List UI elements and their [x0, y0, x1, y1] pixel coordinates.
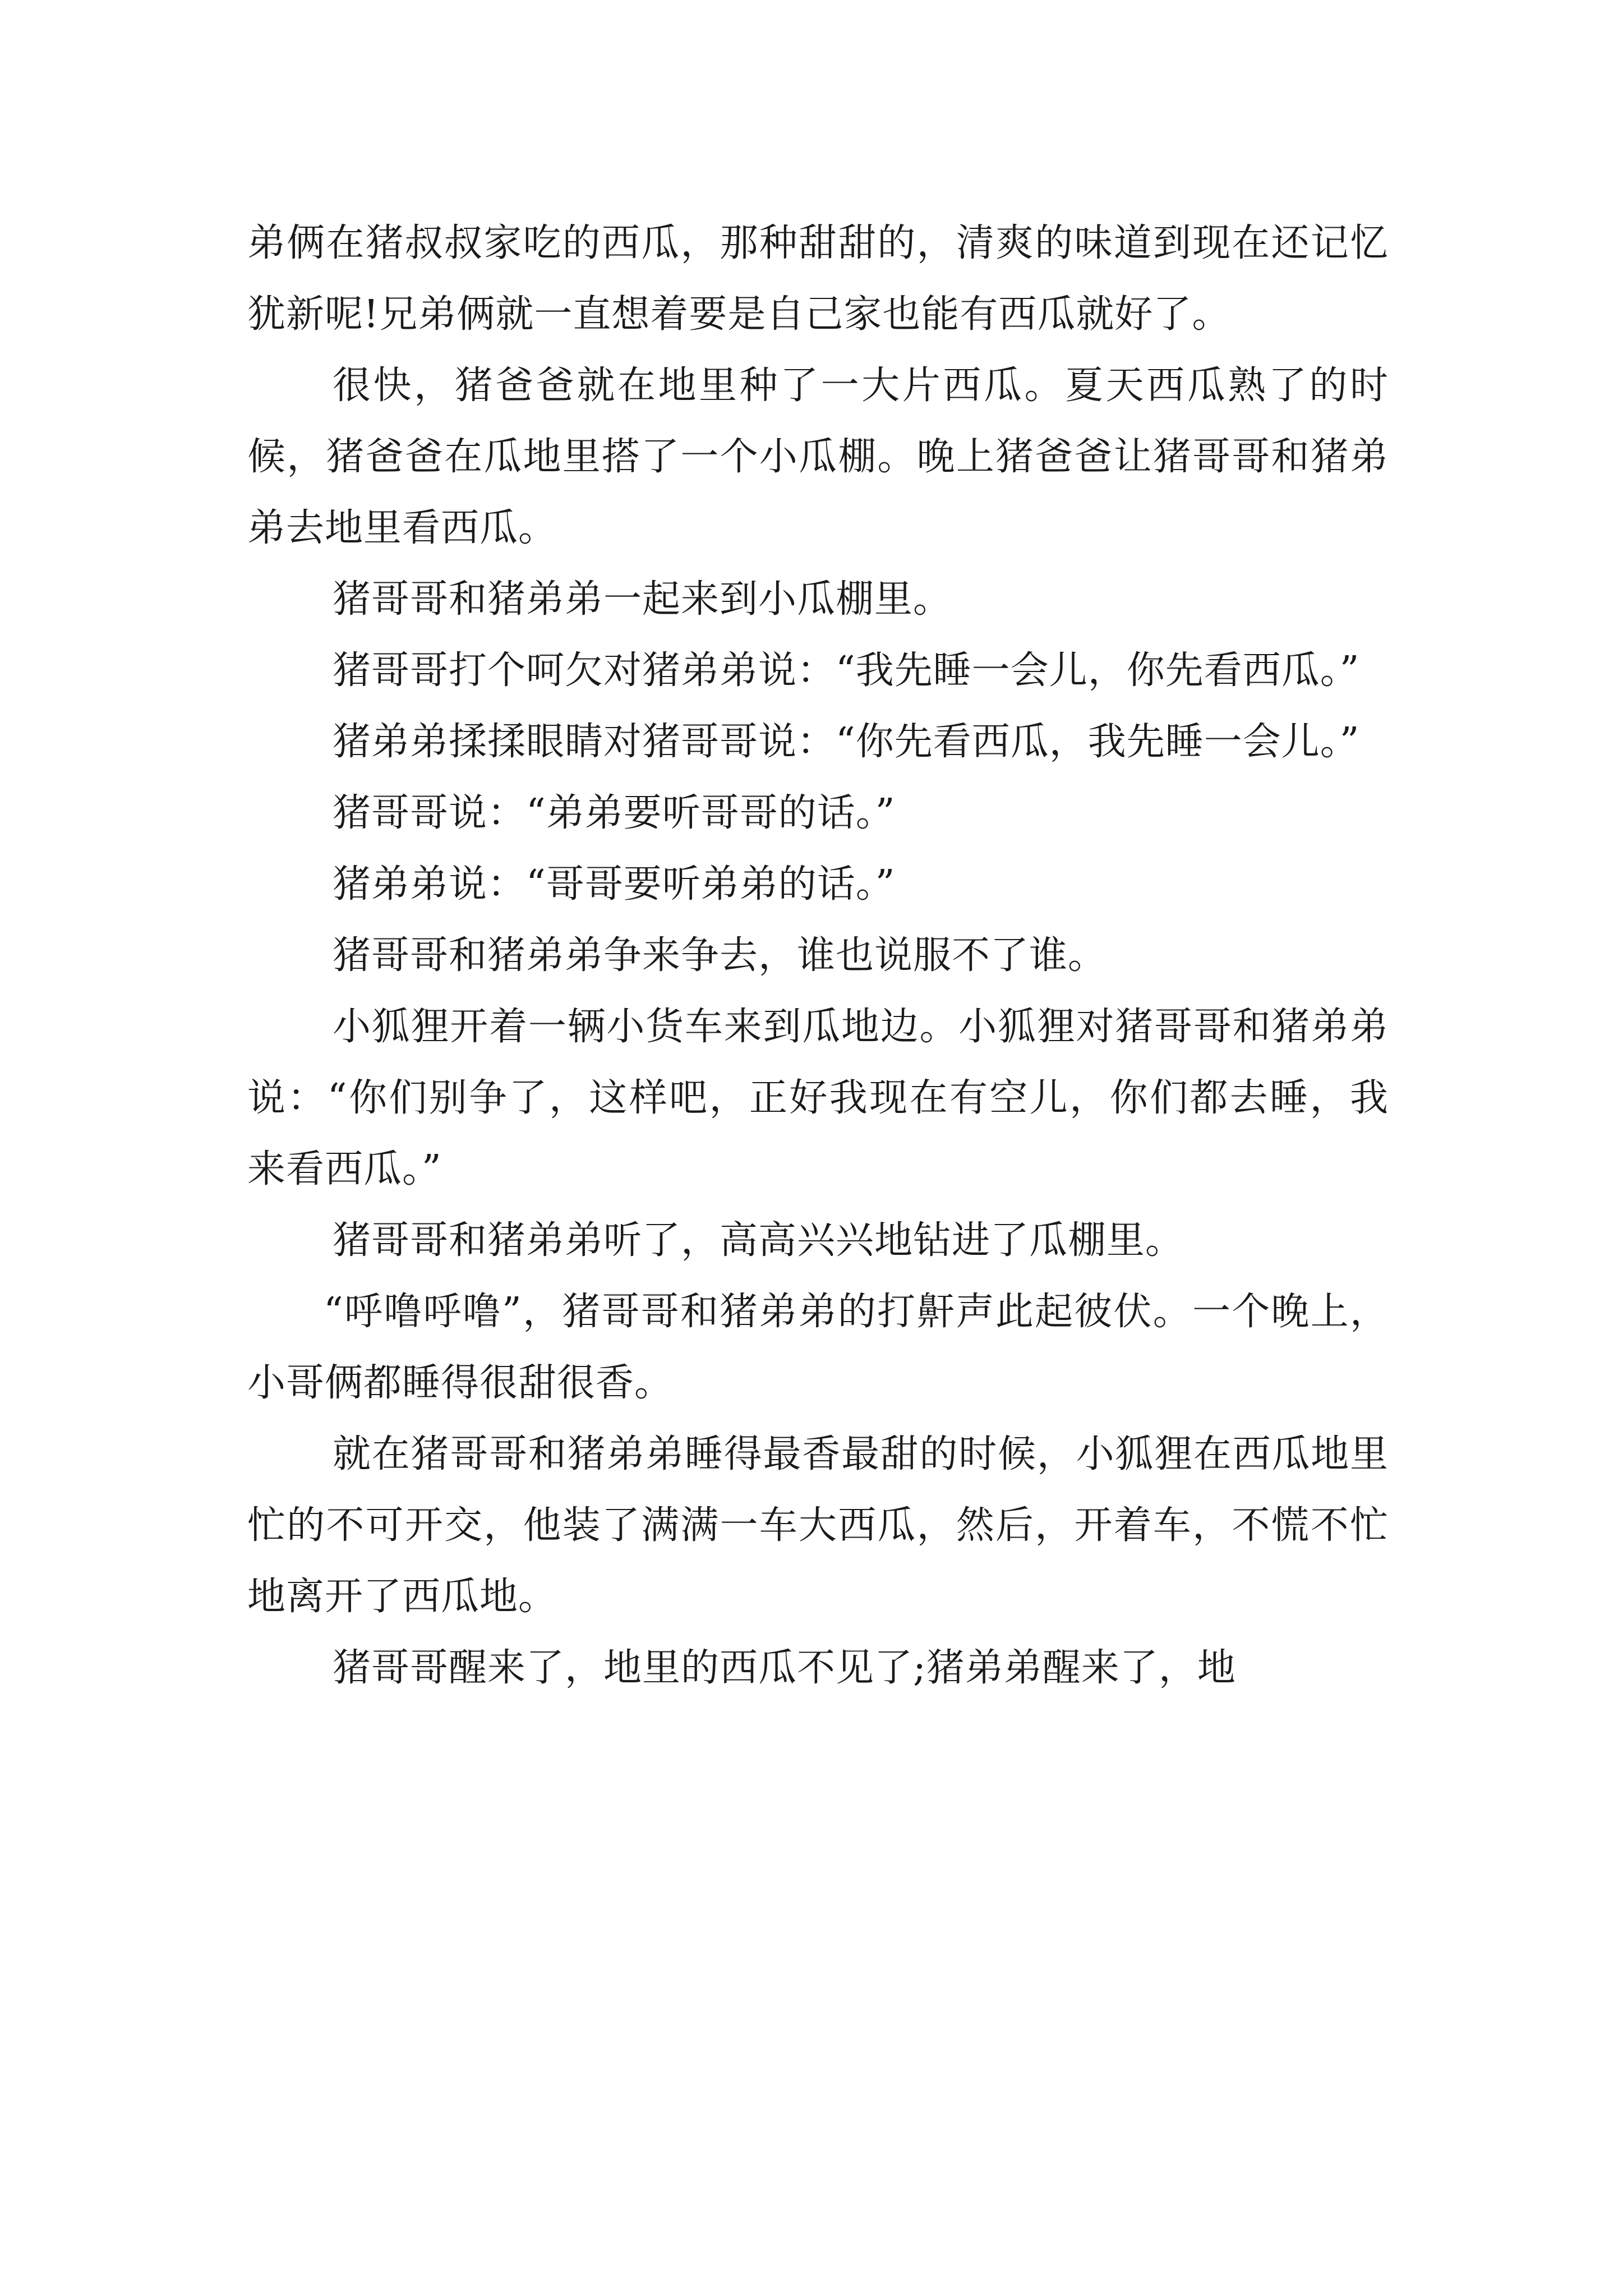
paragraph-3: 猪哥哥和猪弟弟一起来到小瓜棚里。 [333, 577, 952, 622]
paragraph-2: 很快，猪爸爸就在地里种了一大片西瓜。夏天西瓜熟了的时候，猪爸爸在瓜地里搭了一个小瓜棚。晚上猪爸爸让猪哥哥和猪弟弟去地里看西瓜。 [247, 364, 1389, 550]
paragraph-1: 弟俩在猪叔叔家吃的西瓜，那种甜甜的，清爽的味道到现在还记忆犹新呢!兄弟俩就一直想着要是自己家也能有西瓜就好了。 [247, 221, 1389, 337]
paragraph-8: 猪哥哥和猪弟弟争来争去，谁也说服不了谁。 [333, 933, 1107, 978]
paragraph-13: 猪哥哥醒来了，地里的西瓜不见了;猪弟弟醒来了，地 [333, 1646, 1236, 1690]
paragraph-12: 就在猪哥哥和猪弟弟睡得最香最甜的时候，小狐狸在西瓜地里忙的不可开交，他装了满满一车大西瓜，然后，开着车，不慌不忙地离开了西瓜地。 [247, 1432, 1389, 1619]
paragraph-4: 猪哥哥打个呵欠对猪弟弟说：“我先睡一会儿，你先看西瓜。” [333, 648, 1360, 693]
paragraph-11: “呼噜呼噜”，猪哥哥和猪弟弟的打鼾声此起彼伏。一个晚上，小哥俩都睡得很甜很香。 [247, 1290, 1389, 1405]
paragraph-6: 猪哥哥说：“弟弟要听哥哥的话。” [333, 791, 896, 835]
story-text [247, 208, 1389, 1704]
paragraph-5: 猪弟弟揉揉眼睛对猪哥哥说：“你先看西瓜，我先睡一会儿。” [333, 720, 1360, 764]
paragraph-9: 小狐狸开着一辆小货车来到瓜地边。小狐狸对猪哥哥和猪弟弟说：“你们别争了，这样吧，正好我现在有空儿，你们都去睡，我来看西瓜。” [247, 1005, 1389, 1191]
paragraph-7: 猪弟弟说：“哥哥要听弟弟的话。” [333, 862, 896, 907]
paragraph-10: 猪哥哥和猪弟弟听了，高高兴兴地钻进了瓜棚里。 [333, 1218, 1184, 1263]
